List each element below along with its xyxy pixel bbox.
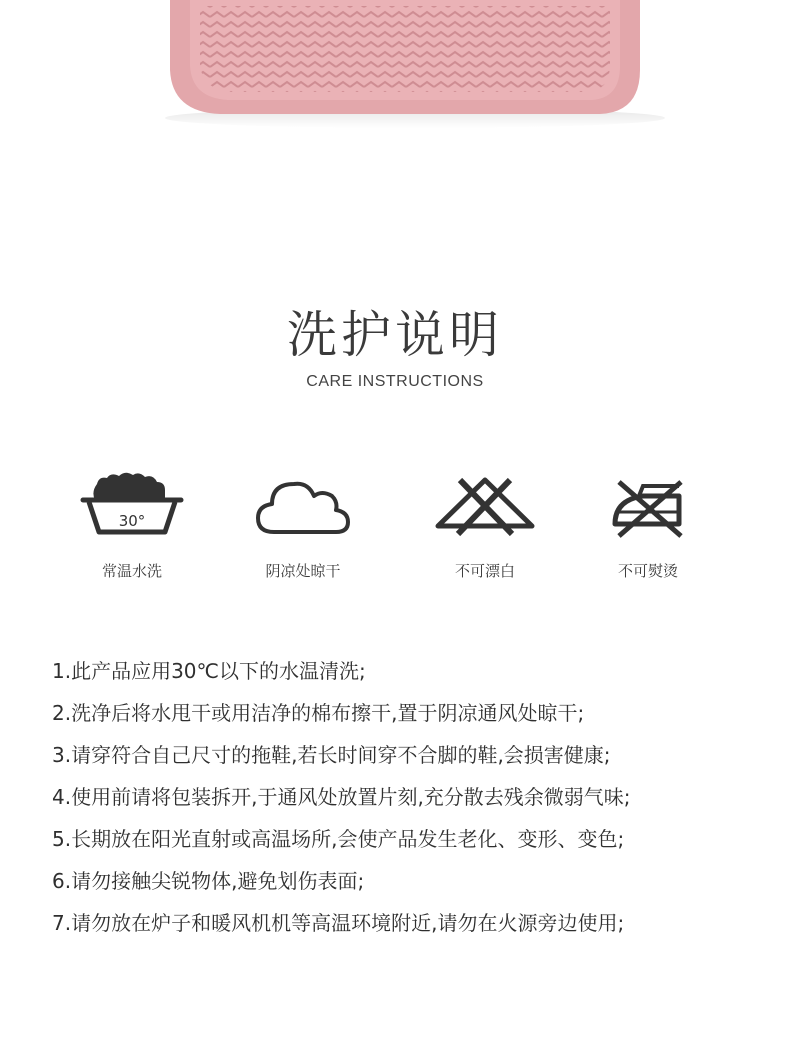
care-icons-row (0, 470, 790, 590)
care-label-no-iron: 不可熨烫 (617, 562, 678, 580)
care-note-1: 1.此产品应用30℃以下的水温清洗; (52, 659, 366, 683)
care-note-6: 6.请勿接触尖锐物体,避免划伤表面; (52, 869, 365, 893)
care-note-4: 4.使用前请将包装拆开,于通风处放置片刻,充分散去残余微弱气味; (52, 785, 631, 809)
care-label-wash: 常温水洗 (101, 562, 162, 580)
slipper-sole-image (0, 0, 790, 140)
care-item-wash (52, 470, 212, 581)
care-note-2: 2.洗净后将水甩干或用洁净的棉布擦干,置于阴凉通风处晾干; (52, 701, 585, 725)
no-iron-icon (593, 470, 703, 542)
care-note-5: 5.长期放在阳光直射或高温场所,会使产品发生老化、变形、变色; (52, 827, 625, 851)
care-item-dry (223, 470, 383, 581)
care-note-3: 3.请穿符合自己尺寸的拖鞋,若长时间穿不合脚的鞋,会损害健康; (52, 743, 611, 767)
care-item-no-iron (568, 470, 728, 581)
care-label-no-bleach: 不可漂白 (454, 562, 515, 580)
care-notes-list (52, 650, 752, 944)
care-item-no-bleach (405, 470, 565, 581)
wash-temp-text: 30° (118, 512, 146, 530)
cloud-icon (248, 470, 358, 542)
page-subtitle: CARE INSTRUCTIONS (306, 373, 484, 390)
no-bleach-icon (430, 470, 540, 542)
care-label-dry: 阴凉处晾干 (265, 562, 341, 580)
wash-basin-icon (77, 470, 187, 542)
care-note-7: 7.请勿放在炉子和暖风机机等高温环境附近,请勿在火源旁边使用; (52, 911, 625, 935)
page-title: 洗护说明 (287, 306, 503, 364)
